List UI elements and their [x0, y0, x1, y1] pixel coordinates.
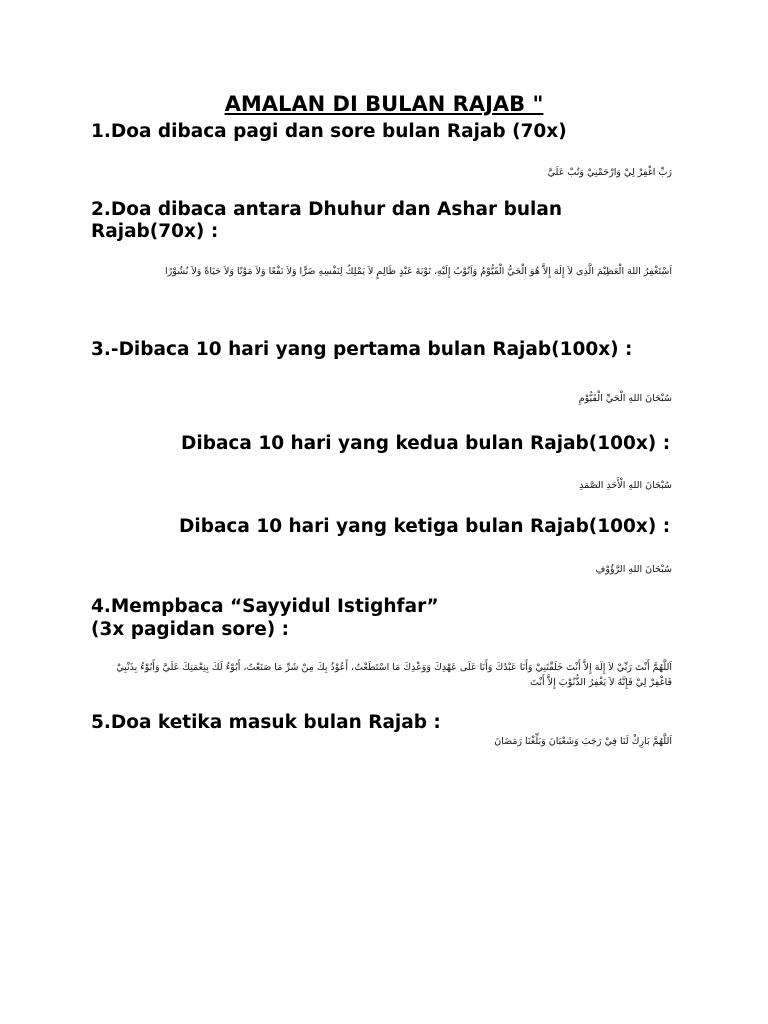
section-2-arabic: اَسْتَغْفِرُ اللهَ الْعَظِيْمَ الَّذِى لاَ إِلَهَ إِلاَّ هُوَ الْحَيُّ الْقَيُّوْمُ وَاَتُوْبُ إِلَيْهِ، تَوْبَةَ عَبْدٍ ظَالِمٍ لاَ يَمْلِكُ لِنَفْسِهِ ضَرًّا وَلاَ نَفْعًا وَلاَ مَوْتًا وَلاَ حَيَاةً وَلاَ نُشُوْرًا: [165, 266, 672, 277]
section-3-sub-1-heading: Dibaca 10 hari yang kedua bulan Rajab(100x) :: [181, 433, 671, 454]
section-4-heading-line1: 4.Mempbaca “Sayyidul Istighfar”: [91, 596, 439, 617]
section-2-heading-line1: 2.Doa dibaca antara Dhuhur dan Ashar bulan: [91, 199, 563, 220]
section-2-heading-line2: Rajab(70x) :: [91, 221, 219, 242]
section-4-heading-line2: (3x pagidan sore) :: [91, 619, 290, 640]
document-title: AMALAN DI BULAN RAJAB ": [224, 92, 544, 116]
section-3-sub-2-heading: Dibaca 10 hari yang ketiga bulan Rajab(100x) :: [179, 516, 671, 537]
section-3-arabic: سُبْحَانَ اللهِ الْحَيِّ الْقَيُّوْمِ: [578, 393, 672, 404]
section-3-sub-2-arabic: سُبْحَانَ اللهِ الرَّؤُوْفِ: [595, 564, 672, 575]
section-5-heading: 5.Doa ketika masuk bulan Rajab :: [91, 712, 441, 733]
section-3-heading: 3.-Dibaca 10 hari yang pertama bulan Rajab(100x) :: [91, 339, 633, 360]
section-3-sub-1-arabic: سُبْحَانَ اللهِ الْأَحَدِ الصَّمَدِ: [579, 480, 672, 491]
section-1-arabic: رَبِّ اغْفِرْ لِيْ وَارْحَمْنِيْ وَتُبْ عَلَيَّ: [547, 167, 672, 178]
section-4-arabic: اَللَّهُمَّ أَنْتَ رَبِّيْ لاَ إِلَهَ إِلاَّ أَنْتَ خَلَقْتَنِيْ وَأَنَا عَبْدُكَ وَأَنَا عَلَى عَهْدِكَ وَوَعْدِكَ مَا اسْتَطَعْتُ، أَعُوْذُ بِكَ مِنْ شَرِّ مَا صَنَعْتُ، أَبُوْءُ لَكَ بِنِعْمَتِكَ عَلَيَّ وَأَبُوْءُ بِذَنْبِيْ فَاغْفِرْ لِيْ فَإِنَّهُ لاَ يَغْفِرُ الذُّنُوْبَ إِلاَّ أَنْتَ: [116, 662, 672, 688]
section-1-heading: 1.Doa dibaca pagi dan sore bulan Rajab (70x): [91, 121, 567, 142]
section-5-arabic: اَللَّهُمَّ بَارِكْ لَنَا فِيْ رَجَبَ وَشَعْبَانَ وَبَلِّغْنَا رَمَضَانَ: [494, 736, 672, 747]
